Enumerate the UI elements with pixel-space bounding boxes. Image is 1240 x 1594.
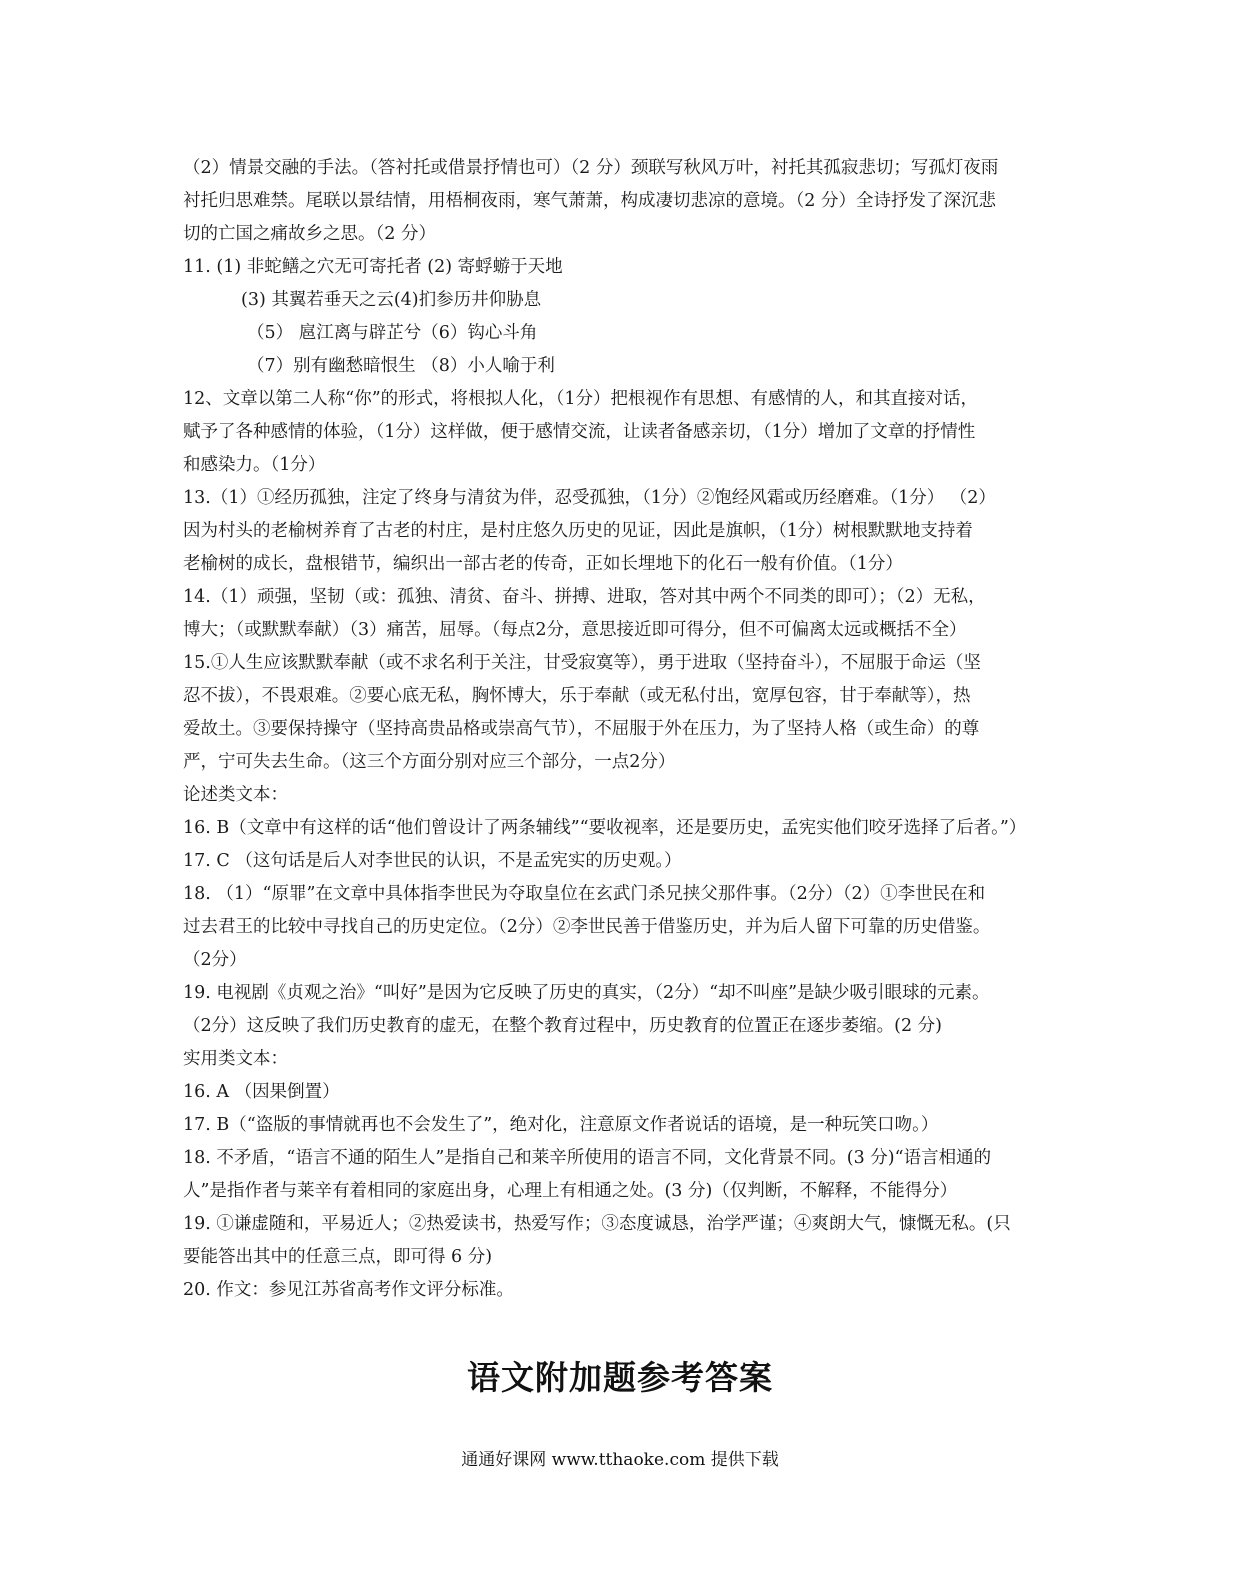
text-line: （7）别有幽愁暗恨生 （8）小人喻于利 <box>247 356 555 376</box>
text-line: 11. (1) 非蛇鳝之穴无可寄托者 (2) 寄蜉蝣于天地 <box>183 257 563 277</box>
text-line: 17. B（“盗版的事情就再也不会发生了”，绝对化，注意原文作者说话的语境，是一种玩笑口吻。） <box>183 1115 939 1135</box>
text-line: 13.（1）①经历孤独，注定了终身与清贫为伴，忍受孤独，（1分）②饱经风霜或历经磨难。（1分） （2） <box>183 488 996 508</box>
text-line: 衬托归思难禁。尾联以景结情，用梧桐夜雨，寒气萧萧，构成凄切悲凉的意境。（2 分）全诗抒发了深沉悲 <box>183 191 996 211</box>
text-line: 切的亡国之痛故乡之思。（2 分） <box>183 224 436 244</box>
text-line: 12、文章以第二人称“你”的形式，将根拟人化，（1分）把根视作有思想、有感情的人，和其直接对话， <box>183 389 979 409</box>
text-line: 17. C （这句话是后人对李世民的认识，不是孟宪实的历史观。） <box>183 851 682 871</box>
text-line: 老榆树的成长，盘根错节，编织出一部古老的传奇，正如长埋地下的化石一般有价值。（1分） <box>183 554 903 574</box>
text-line: 16. B（文章中有这样的话“他们曾设计了两条辅线”“要收视率，还是要历史，孟宪实他们咬牙选择了后者。”） <box>183 818 1027 838</box>
text-line: 14.（1）顽强，坚韧（或：孤独、清贫、奋斗、拼搏、进取，答对其中两个不同类的即可）；（2）无私， <box>183 587 986 607</box>
text-line: 16. A （因果倒置） <box>183 1082 340 1102</box>
text-line: （5） 扈江离与辟芷兮（6）钩心斗角 <box>247 323 538 343</box>
text-line: 要能答出其中的任意三点，即可得 6 分) <box>183 1247 493 1267</box>
text-line: (3) 其翼若垂天之云(4)扪参历井仰胁息 <box>241 290 542 310</box>
answer-text-body <box>183 152 1043 1307</box>
text-line: （2分） <box>183 950 247 970</box>
text-line: 19. 电视剧《贞观之治》“叫好”是因为它反映了历史的真实，（2分）“却不叫座”是缺少吸引眼球的元素。 <box>183 983 990 1003</box>
section-heading: 语文附加题参考答案 <box>467 1358 773 1397</box>
text-line: 18. （1）“原罪”在文章中具体指李世民为夺取皇位在玄武门杀兄挟父那件事。（2分）（2）①李世民在和 <box>183 884 986 904</box>
page-footer: 通通好课网 www.tthaoke.com 提供下载 <box>461 1450 779 1470</box>
text-line: 赋予了各种感情的体验，（1分）这样做，便于感情交流，让读者备感亲切，（1分）增加了文章的抒情性 <box>183 422 976 442</box>
text-line: （2分）这反映了我们历史教育的虚无，在整个教育过程中，历史教育的位置正在逐步萎缩。(2 分) <box>183 1016 942 1036</box>
text-line: 过去君王的比较中寻找自己的历史定位。（2分）②李世民善于借鉴历史，并为后人留下可靠的历史借鉴。 <box>183 917 991 937</box>
text-line: 15.①人生应该默默奉献（或不求名利于关注，甘受寂寞等），勇于进取（坚持奋斗），不屈服于命运（坚 <box>183 653 981 673</box>
text-line: 和感染力。（1分） <box>183 455 326 475</box>
text-line: 人”是指作者与莱辛有着相同的家庭出身，心理上有相通之处。(3 分)（仅判断，不解释，不能得分） <box>183 1181 958 1201</box>
text-line: 严，宁可失去生命。（这三个方面分别对应三个部分，一点2分） <box>183 752 676 772</box>
text-line: 因为村头的老榆树养育了古老的村庄，是村庄悠久历史的见证，因此是旗帜，（1分）树根默默地支持着 <box>183 521 973 541</box>
text-line: 19. ①谦虚随和，平易近人；②热爱读书，热爱写作；③态度诚恳，治学严谨；④爽朗大气，慷慨无私。(只 <box>183 1214 1011 1234</box>
text-line: 忍不拔），不畏艰难。②要心底无私，胸怀博大，乐于奉献（或无私付出，宽厚包容，甘于奉献等），热 <box>183 686 971 706</box>
section-label: 实用类文本： <box>183 1049 288 1069</box>
text-line: 爱故土。③要保持操守（坚持高贵品格或崇高气节），不屈服于外在压力，为了坚持人格（或生命）的尊 <box>183 719 980 739</box>
section-label: 论述类文本： <box>183 785 288 805</box>
text-line: 20. 作文：参见江苏省高考作文评分标准。 <box>183 1280 514 1300</box>
text-line: （2）情景交融的手法。（答衬托或借景抒情也可）（2 分）颈联写秋风万叶，衬托其孤寂悲切；写孤灯夜雨 <box>183 158 999 178</box>
text-line: 18. 不矛盾，“语言不通的陌生人”是指自己和莱辛所使用的语言不同，文化背景不同。(3 分)“语言相通的 <box>183 1148 992 1168</box>
text-line: 博大；（或默默奉献）（3）痛苦，屈辱。（每点2分，意思接近即可得分，但不可偏离太远或概括不全） <box>183 620 967 640</box>
